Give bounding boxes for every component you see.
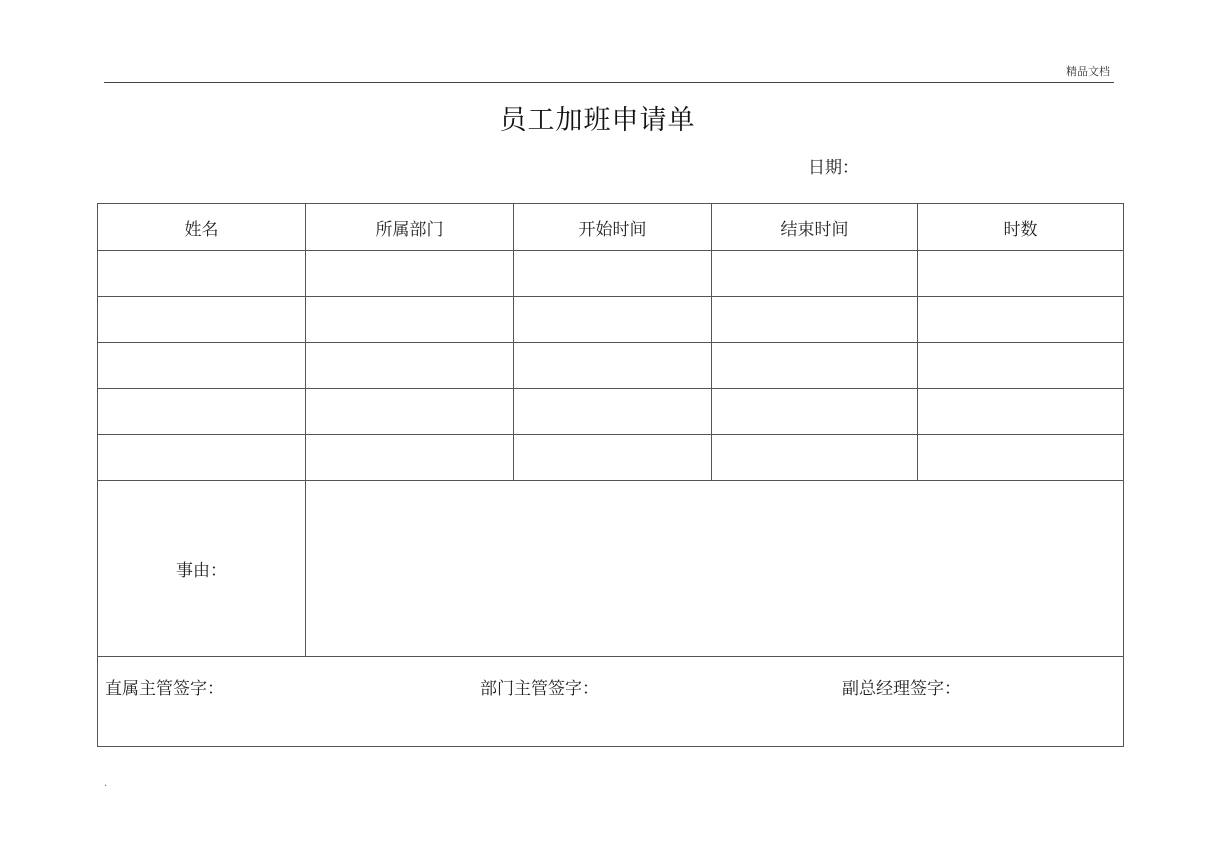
cell-name[interactable] (98, 435, 306, 481)
cell-start-time[interactable] (514, 251, 712, 297)
cell-end-time[interactable] (712, 343, 918, 389)
cell-department[interactable] (306, 251, 514, 297)
cell-hours[interactable] (918, 343, 1124, 389)
column-header-start-time: 开始时间 (514, 204, 712, 251)
cell-hours[interactable] (918, 251, 1124, 297)
cell-end-time[interactable] (712, 389, 918, 435)
cell-end-time[interactable] (712, 435, 918, 481)
cell-hours[interactable] (918, 297, 1124, 343)
cell-end-time[interactable] (712, 251, 918, 297)
cell-start-time[interactable] (514, 297, 712, 343)
table-row (98, 297, 1124, 343)
cell-hours[interactable] (918, 435, 1124, 481)
table-header-row (98, 204, 1124, 251)
cell-name[interactable] (98, 251, 306, 297)
cell-name[interactable] (98, 389, 306, 435)
page-title: 员工加班申请单 (499, 105, 696, 136)
footer-mark: . (104, 778, 108, 789)
reason-field[interactable] (306, 481, 1124, 657)
cell-start-time[interactable] (514, 343, 712, 389)
column-header-department: 所属部门 (306, 204, 514, 251)
deputy-gm-signature[interactable]: 副总经理签字： (842, 679, 961, 699)
column-header-hours: 时数 (918, 204, 1124, 251)
cell-department[interactable] (306, 389, 514, 435)
cell-name[interactable] (98, 343, 306, 389)
column-header-end-time: 结束时间 (712, 204, 918, 251)
table-row (98, 435, 1124, 481)
cell-department[interactable] (306, 343, 514, 389)
date-field[interactable] (808, 153, 859, 178)
overtime-form-table (97, 203, 1124, 747)
table-row (98, 251, 1124, 297)
cell-end-time[interactable] (712, 297, 918, 343)
cell-department[interactable] (306, 297, 514, 343)
date-label: 日期： (808, 158, 859, 178)
header-label: 精品文档 (1066, 65, 1110, 78)
cell-start-time[interactable] (514, 389, 712, 435)
column-header-name: 姓名 (98, 204, 306, 251)
header-divider (104, 82, 1114, 83)
reason-label: 事由： (98, 481, 306, 657)
cell-department[interactable] (306, 435, 514, 481)
direct-supervisor-signature[interactable]: 直属主管签字： (105, 679, 224, 699)
table-row (98, 389, 1124, 435)
cell-name[interactable] (98, 297, 306, 343)
cell-hours[interactable] (918, 389, 1124, 435)
department-head-signature[interactable]: 部门主管签字： (480, 679, 599, 699)
table-row (98, 343, 1124, 389)
cell-start-time[interactable] (514, 435, 712, 481)
signature-area (98, 657, 1124, 747)
signature-row (98, 657, 1124, 747)
reason-row (98, 481, 1124, 657)
